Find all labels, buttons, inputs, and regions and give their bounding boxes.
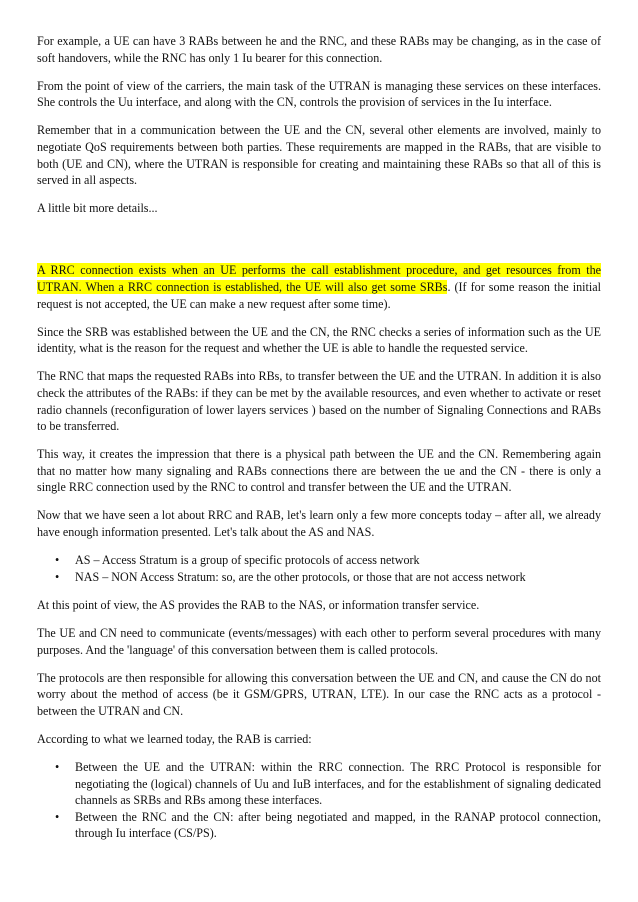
paragraph-more-details: A little bit more details... [37,201,158,216]
paragraph-rab-carried: According to what we learned today, the RAB is carried: [37,731,312,746]
list-item [55,569,601,586]
paragraph-rab-example: For example, a UE can have 3 RABs between he and the RNC, and these RABs may be changing, as in the case of soft handovers, while the RNC has only 1 Iu bearer for this connection. [37,34,601,65]
paragraph-srb-established: Since the SRB was established between the UE and the CN, the RNC checks a series of information such as the UE identity, what is the reason for the request and whether the UE is able to handle the requested service. [37,324,601,356]
paragraph-qos-requirements: Remember that in a communication between the UE and the CN, several other elements are involved, mainly to negotiate QoS requirements between both parties. These requirements are mapped in the RABs, that are visible to both (UE and CN), where the UTRAN is responsible for creating and maintaining these RABs so that all of this is served in all aspects. [37,123,601,188]
paragraph-protocols-language: The UE and CN need to communicate (events/messages) with each other to perform several procedures with many purposes. And the 'language' of this conversation between them is called protocols. [37,625,601,657]
bullet-icon: • [55,809,60,824]
paragraph-as-provides-rab: At this point of view, the AS provides the RAB to the NAS, or information transfer service. [37,597,480,612]
list-item [55,552,601,569]
bullet-icon: • [55,760,60,774]
paragraph-rrc-connection-rest: . (If for some reason the initial request is not accepted, the UE can make a new request after some time). [37,279,601,311]
rab-carried-list [37,759,601,842]
paragraph-rrc-connection [37,262,601,312]
list-item-text: NAS – NON Access Stratum: so, are the other protocols, or those that are not access network [75,569,526,584]
list-item [55,759,601,809]
list-item-text: Between the UE and the UTRAN: within the RRC connection. The RRC Protocol is responsible for negotiating the (logical) channels of Uu and IuB interfaces, and for the establishment of signaling dedicated channels as SRBs and RBs among these interfaces. [75,760,601,808]
bullet-icon: • [55,553,60,568]
as-nas-list [37,552,601,585]
list-item-text: Between the RNC and the CN: after being negotiated and mapped, in the RANAP protocol connection, through Iu interface (CS/PS). [75,809,601,841]
highlighted-text: A RRC connection exists when an UE performs the call establishment procedure, and get resources from the UTRAN. When a RRC connection is established, the UE will also get some SRBs [37,263,601,294]
list-item-text: AS – Access Stratum is a group of specific protocols of access network [75,553,420,568]
blank-space [37,228,601,262]
document-page [37,33,601,853]
bullet-icon: • [55,569,60,584]
paragraph-utran-task: From the point of view of the carriers, the main task of the UTRAN is managing these services on these interfaces. She controls the Uu interface, and along with the CN, controls the provision of services in the Iu interface. [37,78,601,110]
paragraph-protocols-responsible: The protocols are then responsible for allowing this conversation between the UE and CN, and cause the CN do not worry about the method of access (be it GSM/GPRS, UTRAN, LTE). In our case the RNC acts as a protocol - between the UTRAN and CN. [37,670,601,718]
list-item [55,809,601,842]
paragraph-rnc-maps-rabs: The RNC that maps the requested RABs into RBs, to transfer between the UE and the UTRAN. In addition it is also check the attributes of the RABs: if they can be met by the available resources, and even whether to activate or reset radio channels (reconfiguration of lower layers services ) based on the number of Signaling Connections and RABs to be transferred. [37,369,601,434]
paragraph-physical-path: This way, it creates the impression that there is a physical path between the UE and the CN. Remembering again that no matter how many signaling and RABs connections there are between the ue and the CN - there is only a single RRC connection used by the RNC to control and transfer between the UE and the UTRAN. [37,447,601,495]
paragraph-as-nas-intro: Now that we have seen a lot about RRC and RAB, let's learn only a few more concepts today – after all, we already have enough information presented. Let's talk about the AS and NAS. [37,508,601,540]
